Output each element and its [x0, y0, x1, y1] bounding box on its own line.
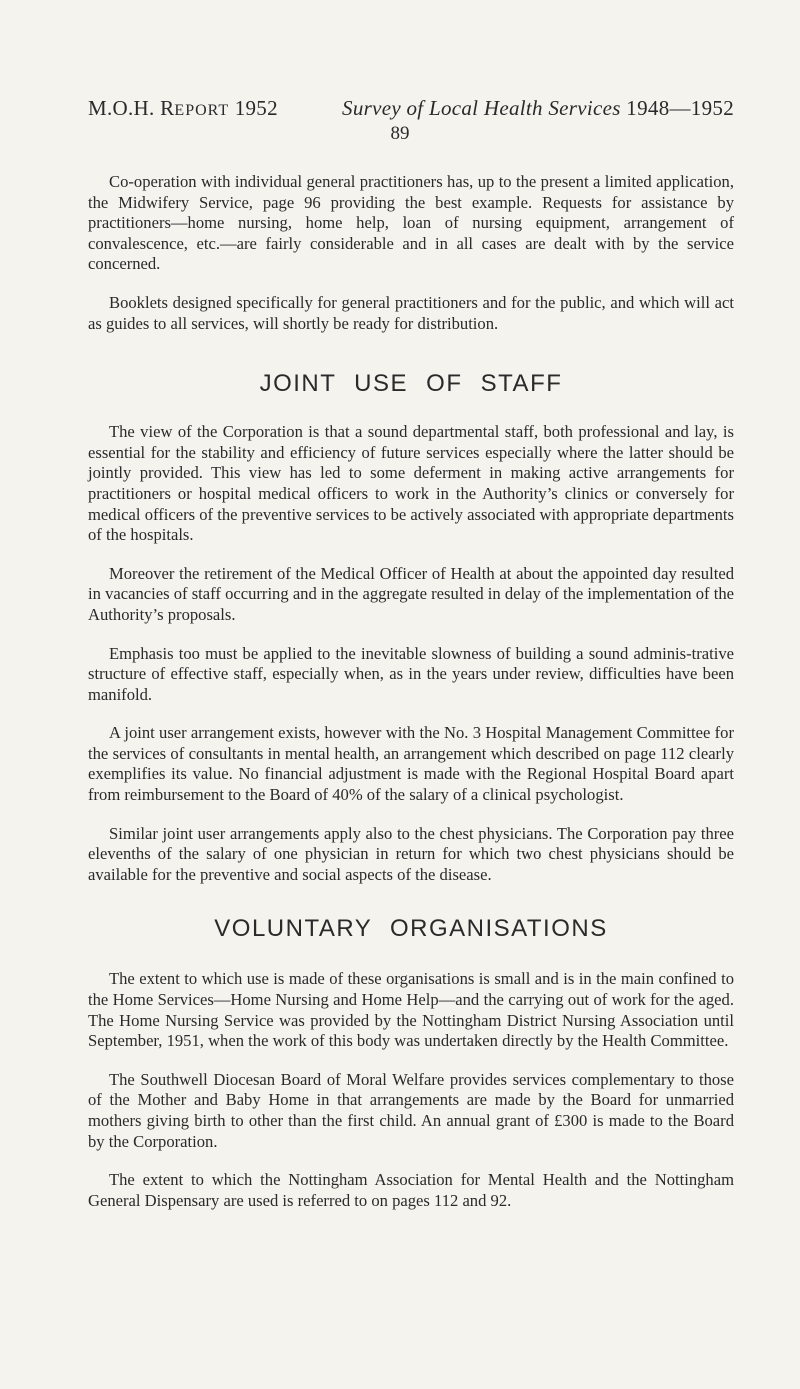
survey-title	[342, 96, 734, 121]
page-number: 89	[390, 123, 410, 144]
section-heading-joint-use: JOINT USE OF STAFF	[259, 370, 563, 398]
paragraph: A joint user arrangement exists, however with the No. 3 Hospital Management Committee for the services of consultants in mental health, an arrangement which described on page 112 clearly exemplifies its value. No financial adjustment is made with the Regional Hospital Board apart from reimbursement to the Board of 40% of the salary of a clinical psychologist.	[88, 723, 734, 805]
paragraph: The view of the Corporation is that a sound departmental staff, both professional and lay, is essential for the stability and efficiency of future services especially where the latter should be jointly provided. This view has led to some deferment in making active arrangements for practitioners or hospital medical officers to work in the Authority’s clinics or conversely for medical officers of the preventive services to be actively associated with appropriate departments of the hospitals.	[88, 422, 734, 545]
section-heading-voluntary: VOLUNTARY ORGANISATIONS	[214, 915, 608, 943]
survey-years: 1948—1952	[620, 96, 734, 120]
paragraph: The extent to which the Nottingham Association for Mental Health and the Nottingham General Dispensary are used is referred to on pages 112 and 92.	[88, 1170, 734, 1210]
paragraph: Similar joint user arrangements apply also to the chest physicians. The Corporation pay three elevenths of the salary of one physician in return for which two chest physicians should be available for the preventive and social aspects of the disease.	[88, 823, 734, 884]
paragraph: The extent to which use is made of these organisations is small and is in the main confined to the Home Services—Home Nursing and Home Help—and the carrying out of work for the aged. The Home Nursing Service was provided by the Nottingham District Nursing Association until September, 1951, when the work of this body was undertaken directly by the Health Committee.	[88, 969, 734, 1051]
survey-title-text: Survey of Local Health Services	[342, 96, 621, 120]
report-small-caps: EPORT	[174, 102, 230, 119]
paragraph: Moreover the retirement of the Medical Officer of Health at about the appointed day resulted in vacancies of staff occurring and in the aggregate resulted in delay of the implementation of the Authority’s proposals.	[88, 563, 734, 624]
report-title	[88, 96, 278, 121]
paragraph: The Southwell Diocesan Board of Moral Welfare provides services complementary to those of the Mother and Baby Home in that arrangements are made by the Board for unmarried mothers giving birth to other than the first child. An annual grant of £300 is made to the Board by the Corporation.	[88, 1069, 734, 1151]
paragraph: Emphasis too must be applied to the inevitable slowness of building a sound adminis-trative structure of effective staff, especially when, as in the years under review, difficulties have been manifold.	[88, 643, 734, 704]
body-text	[88, 172, 734, 1229]
paragraph: Booklets designed specifically for general practitioners and for the public, and which will act as guides to all services, will shortly be ready for distribution.	[88, 292, 734, 333]
report-prefix: M.O.H. R	[88, 96, 175, 120]
report-year: 1952	[229, 96, 278, 120]
paragraph: Co-operation with individual general practitioners has, up to the present a limited application, the Midwifery Service, page 96 providing the best example. Requests for assistance by practitioners—home nursing, home help, loan of nursing equipment, arrangement of convalescence, etc.—are fairly considerable and in all cases are dealt with by the service concerned.	[88, 172, 734, 274]
running-head	[88, 96, 734, 122]
